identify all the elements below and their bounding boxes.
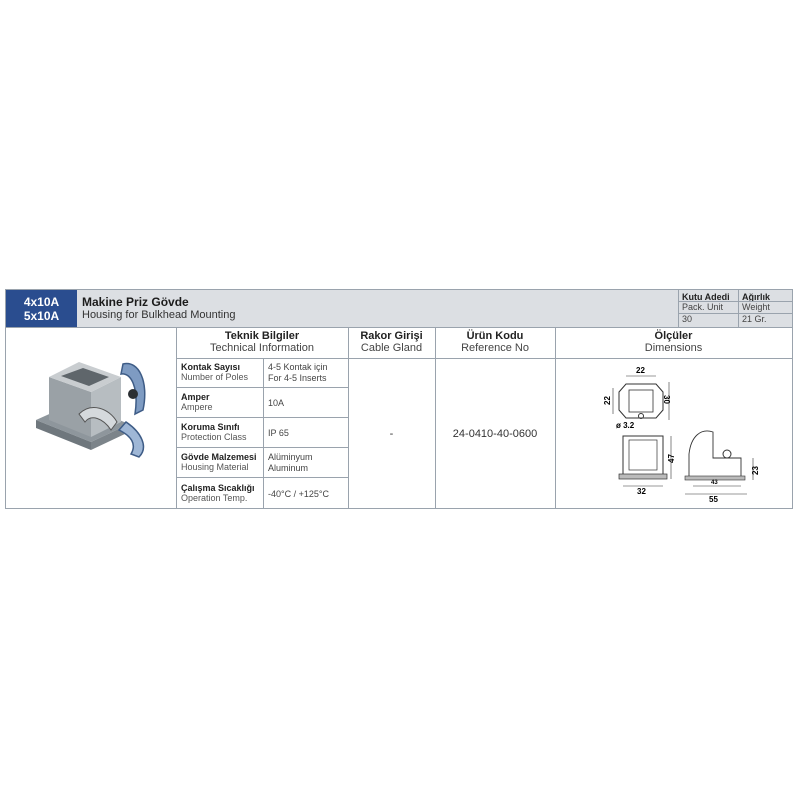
dim-front-h: 47 [667,454,676,463]
dim-side-w-inner: 43 [711,480,718,486]
col-dims-en: Dimensions [644,342,703,354]
spec-label-en: Number of Poles [181,372,249,382]
code-2: 5x10A [23,308,60,323]
col-gland [348,327,435,358]
col-technical [176,327,348,358]
product-photo [31,342,161,467]
dim-side-h: 23 [751,466,760,475]
reference-number: 24-0410-40-0600 [452,428,538,440]
spec-value-en: Aluminum [268,463,309,473]
col-gland-tr: Rakor Girişi [360,330,423,342]
product-code-badge [6,290,77,327]
col-technical-tr: Teknik Bilgiler [224,330,300,342]
col-ref [435,327,555,358]
spec-label-en: Protection Class [181,432,247,442]
spec-label-tr: Koruma Sınıfı [181,422,240,432]
spec-label-en: Ampere [181,402,213,412]
weight-label-tr: Ağırlık [742,292,771,302]
product-title-tr: Makine Priz Gövde [82,295,189,309]
dim-side-w: 55 [709,495,718,504]
spec-label-tr: Gövde Malzemesi [181,452,257,462]
product-card [5,289,793,509]
dimension-drawing [601,362,771,504]
pack-label-en: Pack. Unit [682,302,724,312]
col-technical-en: Technical Information [210,342,314,354]
code-1: 4x10A [23,294,60,309]
spec-label-tr: Amper [181,392,210,402]
spec-value-en: For 4-5 Inserts [268,373,327,383]
product-header [6,290,792,328]
col-ref-tr: Ürün Kodu [466,330,524,342]
dim-top-h: 22 [603,396,612,405]
dim-top-w: 22 [636,366,645,375]
dim-front-w: 32 [637,487,646,496]
pack-value: 30 [682,314,693,324]
spec-value: 4-5 Kontak için [268,362,328,372]
spec-value: IP 65 [268,428,289,438]
dim-top-h2: 30 [662,395,671,404]
col-gland-en: Cable Gland [360,342,423,354]
spec-label-en: Operation Temp. [181,493,248,503]
spec-value: 10A [268,398,285,408]
weight-label-en: Weight [742,302,770,312]
pack-label-tr: Kutu Adedi [682,292,730,302]
pack-unit-cell [678,290,739,327]
spec-label-tr: Kontak Sayısı [181,362,241,372]
weight-value: 21 Gr. [742,314,767,324]
col-dims [555,327,792,358]
spec-value: -40°C / +125°C [268,489,329,499]
spec-value: Alüminyum [268,452,313,462]
dim-hole: ø 3.2 [616,421,635,430]
spec-label-tr: Çalışma Sıcaklığı [181,483,255,493]
col-ref-en: Reference No [461,342,529,354]
spec-label-en: Housing Material [181,462,249,472]
product-title-en: Housing for Bulkhead Mounting [82,309,236,321]
weight-cell [738,290,793,327]
gland-value: - [389,428,394,440]
col-dims-tr: Ölçüler [654,330,693,342]
